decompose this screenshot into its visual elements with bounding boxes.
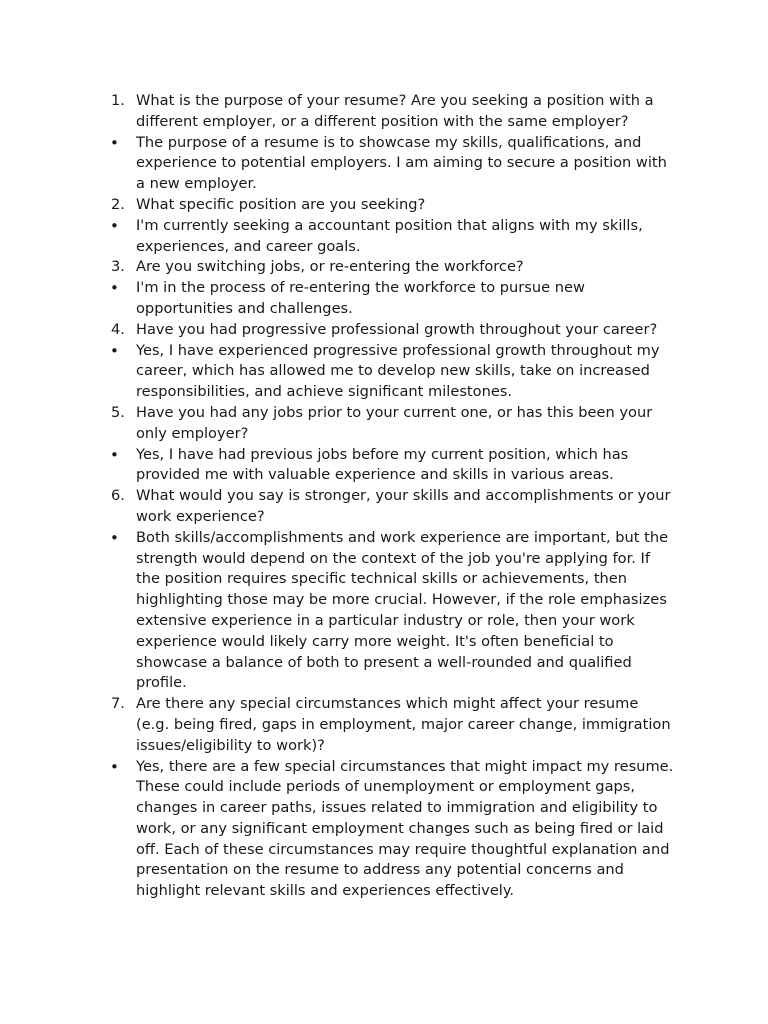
question-item [0,195,768,216]
answer-item [0,528,768,694]
bullet-marker: • [110,445,119,464]
answer-text: Both skills/accomplishments and work experience are important, but the strength would depend on the context of the job you're applying for. If the position requires specific technical skills or achievements, then highlighting those may be more crucial. However, if the role emphasizes extensive experience in a particular industry or role, then your work experience would likely carry more weight. It's often beneficial to showcase a balance of both to present a well-rounded and qualified profile. [136,528,669,692]
list-number: 1. [111,92,125,109]
question-item [0,486,768,528]
question-item [0,91,768,133]
answer-item [0,216,768,258]
bullet-marker: • [110,279,119,298]
answer-text: Yes, I have experienced progressive professional growth throughout my career, which has allowed me to develop new skills, take on increased responsibilities, and achieve significant milestones. [136,341,660,401]
answer-item [0,445,768,487]
bullet-marker: • [110,133,119,152]
answer-text: Yes, I have had previous jobs before my current position, which has provided me with valuable experience and skills in various areas. [136,445,629,484]
question-text: Are you switching jobs, or re-entering the workforce? [136,258,524,276]
question-text: Are there any special circumstances which might affect your resume (e.g. being fired, gaps in employment, major career change, immigration issues/eligibility to work)? [136,695,671,754]
question-text: What would you say is stronger, your skills and accomplishments or your work experience? [136,487,671,525]
answer-item [0,278,768,320]
question-text: Have you had progressive professional growth throughout your career? [136,320,658,338]
list-number: 2. [111,195,125,213]
qa-list [0,91,768,902]
question-text: Have you had any jobs prior to your current one, or has this been your only employer? [136,403,653,442]
answer-item [0,757,768,903]
answer-item [0,341,768,403]
question-item [0,694,768,756]
answer-item [0,133,768,195]
list-number: 6. [111,487,125,505]
answer-text: I'm in the process of re-entering the workforce to pursue new opportunities and challenges. [136,279,585,317]
bullet-marker: • [110,528,119,547]
bullet-marker: • [110,757,119,776]
answer-text: I'm currently seeking a accountant position that aligns with my skills, experiences, and career goals. [136,216,643,255]
list-number: 4. [111,320,125,338]
question-item [0,403,768,445]
list-number: 5. [111,403,125,421]
bullet-marker: • [110,216,119,235]
answer-text: The purpose of a resume is to showcase my skills, qualifications, and experience to potential employers. I am aiming to secure a position with a new employer. [136,133,667,193]
list-number: 7. [111,695,125,713]
question-item [0,257,768,278]
question-text: What is the purpose of your resume? Are you seeking a position with a different employer, or a different position with the same employer? [136,92,654,130]
question-item [0,320,768,341]
question-text: What specific position are you seeking? [136,195,426,213]
answer-text: Yes, there are a few special circumstances that might impact my resume. These could include periods of unemployment or employment gaps, changes in career paths, issues related to immigration and eligibility to work, or any significant employment changes such as being fired or laid off. Each of these circumstances may require thoughtful explanation and presentation on the resume to address any potential concerns and highlight relevant skills and experiences effectively. [136,757,674,900]
list-number: 3. [111,258,125,276]
bullet-marker: • [110,341,119,360]
